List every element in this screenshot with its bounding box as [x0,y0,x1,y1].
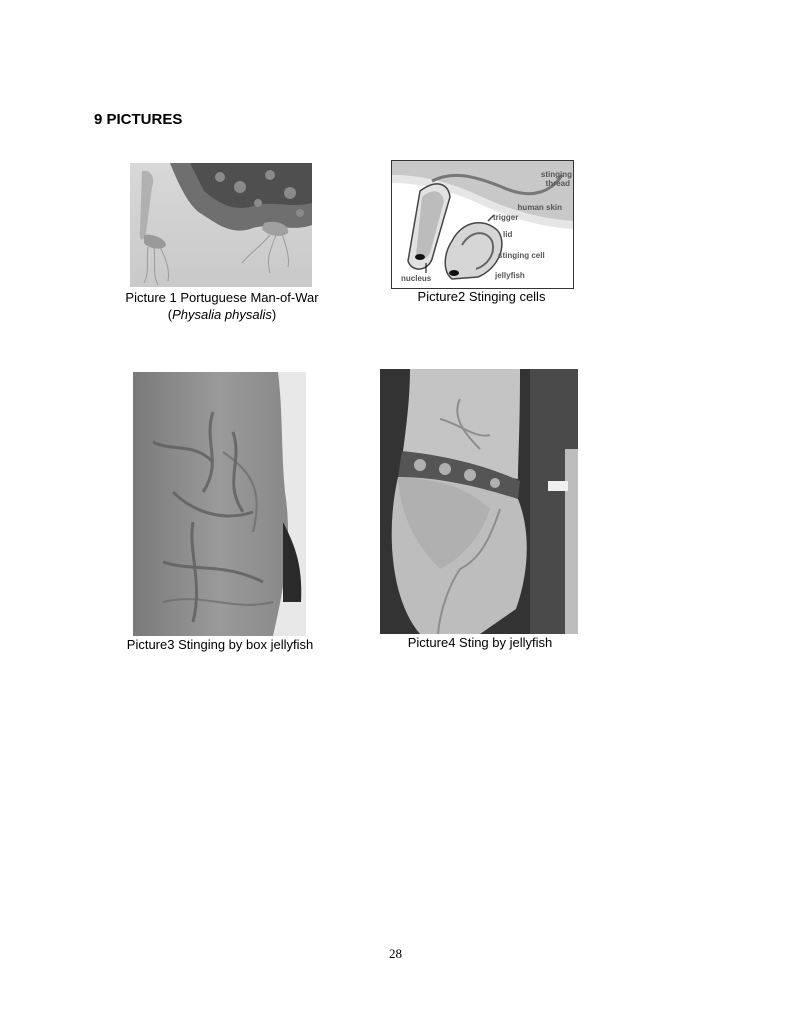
picture-3-caption: Picture3 Stinging by box jellyfish [126,637,314,652]
picture-1-caption-line1: Picture 1 Portuguese Man-of-War [125,290,319,305]
section-heading: 9 PICTURES [94,111,183,128]
stinging-cells-diagram [391,160,574,289]
label-lid: lid [503,230,513,239]
label-thread: thread [545,179,570,188]
picture-2-caption: Picture2 Stinging cells [417,289,546,304]
label-stinging: stinging [540,170,572,179]
box-jellyfish-sting-photo [133,372,306,636]
picture-1-caption [110,289,334,323]
label-human-skin: human skin [517,203,562,212]
picture-4-caption: Picture4 Sting by jellyfish [407,635,553,650]
page-number: 28 [389,946,402,961]
label-stinging-cell: stinging cell [498,251,545,260]
label-jellyfish: jellyfish [495,271,525,280]
scientific-name: Physalia physalis [172,307,272,322]
portuguese-man-of-war-photo [130,163,312,287]
label-nucleus: nucleus [401,274,432,283]
picture-1-caption-line2: (Physalia physalis) [167,307,277,322]
jellyfish-sting-photo [380,369,578,634]
label-trigger: trigger [493,213,519,222]
